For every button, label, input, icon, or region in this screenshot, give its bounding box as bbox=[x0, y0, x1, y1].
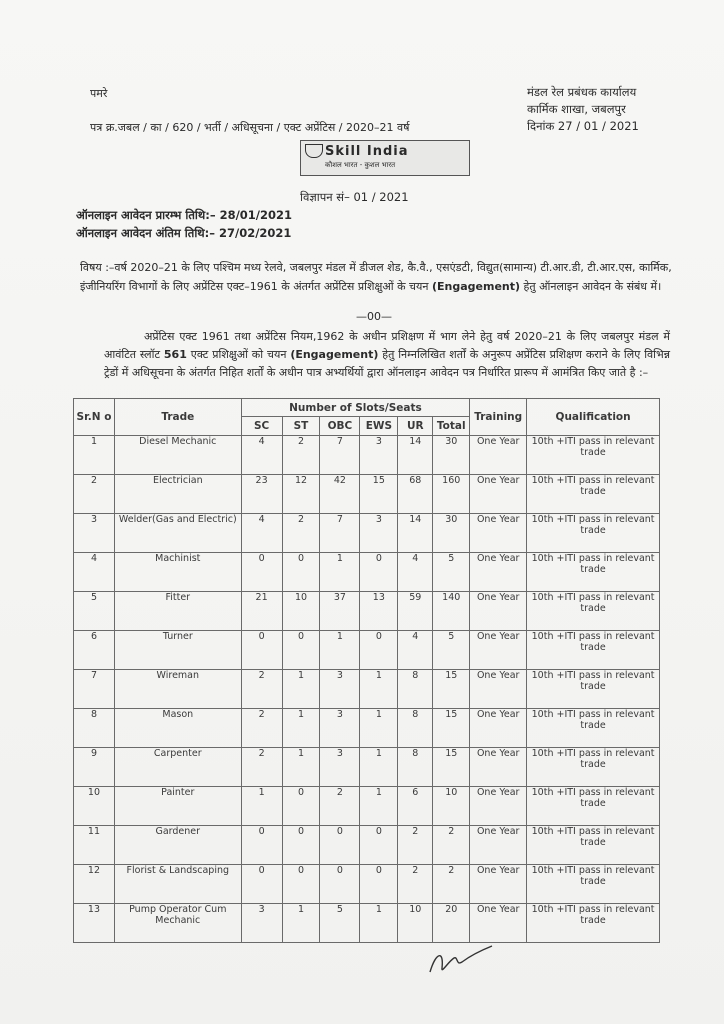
table-cell-sr: 10 bbox=[74, 787, 115, 826]
table-cell-st: 2 bbox=[282, 436, 320, 475]
table-row bbox=[74, 826, 660, 865]
table-cell-obc: 0 bbox=[320, 865, 360, 904]
table-cell-qualification: 10th +ITI pass in relevant trade bbox=[527, 709, 660, 748]
table-cell-ur: 59 bbox=[398, 592, 433, 631]
table-row bbox=[74, 592, 660, 631]
table-cell-trade: Mason bbox=[114, 709, 241, 748]
table-cell-sc: 4 bbox=[241, 436, 282, 475]
table-cell-ur: 4 bbox=[398, 631, 433, 670]
table-row bbox=[74, 865, 660, 904]
table-cell-st: 0 bbox=[282, 553, 320, 592]
table-cell-obc: 1 bbox=[320, 631, 360, 670]
table-cell-qualification: 10th +ITI pass in relevant trade bbox=[527, 514, 660, 553]
table-cell-sc: 4 bbox=[241, 514, 282, 553]
logo-tagline: कौशल भारत - कुशल भारत bbox=[325, 161, 396, 169]
table-cell-obc: 3 bbox=[320, 670, 360, 709]
table-cell-qualification: 10th +ITI pass in relevant trade bbox=[527, 865, 660, 904]
table-cell-ur: 68 bbox=[398, 475, 433, 514]
table-cell-sr: 6 bbox=[74, 631, 115, 670]
table-cell-sr: 9 bbox=[74, 748, 115, 787]
table-cell-total: 30 bbox=[433, 436, 470, 475]
table-cell-qualification: 10th +ITI pass in relevant trade bbox=[527, 592, 660, 631]
para-slot-count: 561 bbox=[163, 348, 187, 361]
table-cell-training: One Year bbox=[470, 436, 527, 475]
table-cell-obc: 2 bbox=[320, 787, 360, 826]
table-cell-ews: 15 bbox=[360, 475, 398, 514]
table-cell-training: One Year bbox=[470, 514, 527, 553]
table-cell-obc: 7 bbox=[320, 436, 360, 475]
header-slots: Number of Slots/Seats bbox=[241, 399, 470, 417]
table-cell-trade: Florist & Landscaping bbox=[114, 865, 241, 904]
para-text-1: अप्रेंटिस एक्ट 1961 तथा अप्रेंटिस नियम,1962 के अधीन प्रशिक्षण में भाग लेने हेतु वर्ष 2020–21 के लिए जबलपुर मंडल में आवंटित स्लॉट bbox=[104, 330, 670, 361]
table-cell-st: 10 bbox=[282, 592, 320, 631]
table-cell-training: One Year bbox=[470, 670, 527, 709]
letter-number: पत्र क्र.जबल / का / 620 / भर्ती / अधिसूचना / एक्ट अप्रेंटिस / 2020–21 वर्ष bbox=[90, 121, 410, 134]
table-cell-sc: 21 bbox=[241, 592, 282, 631]
table-cell-ur: 8 bbox=[398, 748, 433, 787]
table-cell-total: 2 bbox=[433, 865, 470, 904]
table-cell-qualification: 10th +ITI pass in relevant trade bbox=[527, 904, 660, 943]
header-trade: Trade bbox=[114, 399, 241, 436]
para-text-2: एक्ट प्रशिक्षुओं को चयन bbox=[190, 348, 287, 361]
header-ur: UR bbox=[398, 417, 433, 436]
table-cell-qualification: 10th +ITI pass in relevant trade bbox=[527, 787, 660, 826]
letter-date: दिनांक 27 / 01 / 2021 bbox=[527, 119, 639, 133]
table-cell-sc: 0 bbox=[241, 631, 282, 670]
table-cell-sr: 5 bbox=[74, 592, 115, 631]
signature-mark bbox=[426, 944, 496, 978]
advertisement-number: विज्ञापन सं– 01 / 2021 bbox=[300, 190, 409, 204]
table-cell-total: 20 bbox=[433, 904, 470, 943]
table-cell-st: 0 bbox=[282, 631, 320, 670]
table-cell-total: 2 bbox=[433, 826, 470, 865]
table-cell-total: 5 bbox=[433, 553, 470, 592]
table-cell-trade: Electrician bbox=[114, 475, 241, 514]
header-total: Total bbox=[433, 417, 470, 436]
table-cell-ur: 14 bbox=[398, 436, 433, 475]
table-cell-st: 0 bbox=[282, 865, 320, 904]
table-cell-ews: 0 bbox=[360, 865, 398, 904]
table-cell-ews: 0 bbox=[360, 553, 398, 592]
subject-text-1: विषय :–वर्ष 2020–21 के लिए पश्चिम मध्य रेलवे, जबलपुर मंडल में डीजल शेड, कै.वै., एसएंडटी, विद्युत(सामान्य) टी.आर.डी, टी.आर.एस, कार्मिक, इंजीनियरिंग विभागों के लिए अप्रेंटिस एक्ट–1961 के अंतर्गत अप्रेंटिस प्रशिक्षुओं के चयन bbox=[80, 261, 672, 293]
table-cell-trade: Diesel Mechanic bbox=[114, 436, 241, 475]
table-cell-trade: Carpenter bbox=[114, 748, 241, 787]
body-paragraph bbox=[104, 328, 670, 382]
table-row bbox=[74, 475, 660, 514]
office-name: मंडल रेल प्रबंधक कार्यालय bbox=[527, 85, 637, 99]
table-cell-total: 15 bbox=[433, 670, 470, 709]
table-cell-qualification: 10th +ITI pass in relevant trade bbox=[527, 436, 660, 475]
table-cell-qualification: 10th +ITI pass in relevant trade bbox=[527, 826, 660, 865]
table-cell-ews: 13 bbox=[360, 592, 398, 631]
table-cell-sc: 2 bbox=[241, 748, 282, 787]
table-cell-ews: 1 bbox=[360, 670, 398, 709]
table-cell-sr: 11 bbox=[74, 826, 115, 865]
table-cell-ews: 3 bbox=[360, 514, 398, 553]
table-cell-obc: 7 bbox=[320, 514, 360, 553]
table-cell-total: 15 bbox=[433, 748, 470, 787]
online-end-date: ऑनलाइन आवेदन अंतिम तिथि:– 27/02/2021 bbox=[76, 226, 292, 240]
table-cell-obc: 3 bbox=[320, 709, 360, 748]
table-cell-trade: Turner bbox=[114, 631, 241, 670]
para-text-3: हेतु निम्नलिखित शर्तों के अनुरूप अप्रेंटिस प्रशिक्षण कराने के लिए विभिन्न ट्रेडों में अधिसूचना के अंतर्गत निहित शर्तों के अधीन पात्र अभ्यर्थियों द्वारा ऑनलाइन आवेदन पत्र निर्धारित प्रारूप में आमंत्रित किए जाते है :– bbox=[104, 348, 671, 379]
branch-name: कार्मिक शाखा, जबलपुर bbox=[527, 102, 626, 116]
table-cell-training: One Year bbox=[470, 826, 527, 865]
table-cell-ews: 3 bbox=[360, 436, 398, 475]
table-cell-ur: 2 bbox=[398, 865, 433, 904]
table-cell-sr: 3 bbox=[74, 514, 115, 553]
table-cell-total: 160 bbox=[433, 475, 470, 514]
table-cell-ews: 1 bbox=[360, 748, 398, 787]
header-obc: OBC bbox=[320, 417, 360, 436]
table-cell-st: 0 bbox=[282, 826, 320, 865]
table-cell-sr: 2 bbox=[74, 475, 115, 514]
table-cell-obc: 0 bbox=[320, 826, 360, 865]
table-cell-obc: 42 bbox=[320, 475, 360, 514]
table-cell-ur: 14 bbox=[398, 514, 433, 553]
table-cell-training: One Year bbox=[470, 475, 527, 514]
table-row bbox=[74, 787, 660, 826]
subject-engagement: (Engagement) bbox=[432, 280, 521, 293]
table-cell-ur: 8 bbox=[398, 709, 433, 748]
subject-paragraph bbox=[80, 258, 680, 296]
table-row bbox=[74, 553, 660, 592]
table-cell-ews: 1 bbox=[360, 904, 398, 943]
table-cell-sr: 13 bbox=[74, 904, 115, 943]
table-cell-training: One Year bbox=[470, 553, 527, 592]
table-cell-obc: 37 bbox=[320, 592, 360, 631]
table-cell-sr: 1 bbox=[74, 436, 115, 475]
table-cell-obc: 1 bbox=[320, 553, 360, 592]
section-divider: —00— bbox=[356, 310, 392, 323]
table-cell-training: One Year bbox=[470, 748, 527, 787]
table-cell-training: One Year bbox=[470, 787, 527, 826]
table-cell-st: 2 bbox=[282, 514, 320, 553]
table-cell-trade: Wireman bbox=[114, 670, 241, 709]
table-cell-sc: 0 bbox=[241, 553, 282, 592]
para-engagement: (Engagement) bbox=[290, 348, 379, 361]
table-cell-ews: 1 bbox=[360, 787, 398, 826]
header-training: Training bbox=[470, 399, 527, 436]
table-row bbox=[74, 514, 660, 553]
table-row bbox=[74, 748, 660, 787]
office-block bbox=[527, 84, 639, 135]
table-cell-training: One Year bbox=[470, 865, 527, 904]
table-row bbox=[74, 670, 660, 709]
table-cell-st: 1 bbox=[282, 748, 320, 787]
table-cell-sc: 2 bbox=[241, 709, 282, 748]
table-cell-total: 30 bbox=[433, 514, 470, 553]
table-cell-ews: 0 bbox=[360, 826, 398, 865]
header-left-label: पमरे bbox=[90, 87, 108, 100]
table-cell-total: 15 bbox=[433, 709, 470, 748]
skill-india-logo bbox=[300, 140, 470, 176]
table-cell-ur: 2 bbox=[398, 826, 433, 865]
header-sr-no: Sr.N o bbox=[74, 399, 115, 436]
table-cell-qualification: 10th +ITI pass in relevant trade bbox=[527, 475, 660, 514]
table-cell-ur: 8 bbox=[398, 670, 433, 709]
table-cell-ur: 10 bbox=[398, 904, 433, 943]
online-start-date: ऑनलाइन आवेदन प्रारम्भ तिथि:– 28/01/2021 bbox=[76, 208, 292, 222]
table-cell-st: 1 bbox=[282, 670, 320, 709]
table-cell-sc: 0 bbox=[241, 865, 282, 904]
table-cell-trade: Pump Operator Cum Mechanic bbox=[114, 904, 241, 943]
table-cell-trade: Fitter bbox=[114, 592, 241, 631]
table-cell-st: 1 bbox=[282, 709, 320, 748]
table-cell-total: 10 bbox=[433, 787, 470, 826]
table-cell-qualification: 10th +ITI pass in relevant trade bbox=[527, 670, 660, 709]
slots-table bbox=[73, 398, 660, 943]
table-cell-trade: Gardener bbox=[114, 826, 241, 865]
table-cell-st: 12 bbox=[282, 475, 320, 514]
table-cell-sc: 0 bbox=[241, 826, 282, 865]
table-cell-trade: Painter bbox=[114, 787, 241, 826]
table-row bbox=[74, 709, 660, 748]
table-cell-training: One Year bbox=[470, 904, 527, 943]
table-cell-sr: 7 bbox=[74, 670, 115, 709]
table-cell-sr: 8 bbox=[74, 709, 115, 748]
header-sc: SC bbox=[241, 417, 282, 436]
table-cell-st: 0 bbox=[282, 787, 320, 826]
table-cell-st: 1 bbox=[282, 904, 320, 943]
table-row bbox=[74, 436, 660, 475]
table-cell-total: 140 bbox=[433, 592, 470, 631]
table-cell-obc: 3 bbox=[320, 748, 360, 787]
table-cell-sr: 12 bbox=[74, 865, 115, 904]
table-cell-qualification: 10th +ITI pass in relevant trade bbox=[527, 553, 660, 592]
table-cell-sc: 1 bbox=[241, 787, 282, 826]
table-cell-ews: 0 bbox=[360, 631, 398, 670]
table-cell-qualification: 10th +ITI pass in relevant trade bbox=[527, 631, 660, 670]
skill-india-mark-icon bbox=[305, 144, 323, 158]
table-cell-ur: 4 bbox=[398, 553, 433, 592]
table-row bbox=[74, 631, 660, 670]
table-cell-sc: 2 bbox=[241, 670, 282, 709]
table-cell-ews: 1 bbox=[360, 709, 398, 748]
subject-text-2: हेतु ऑनलाइन आवेदन के संबंध में। bbox=[523, 280, 662, 293]
header-st: ST bbox=[282, 417, 320, 436]
table-cell-total: 5 bbox=[433, 631, 470, 670]
table-cell-sr: 4 bbox=[74, 553, 115, 592]
table-cell-training: One Year bbox=[470, 592, 527, 631]
table-row bbox=[74, 904, 660, 943]
header-ews: EWS bbox=[360, 417, 398, 436]
table-cell-obc: 5 bbox=[320, 904, 360, 943]
table-cell-sc: 23 bbox=[241, 475, 282, 514]
table-cell-qualification: 10th +ITI pass in relevant trade bbox=[527, 748, 660, 787]
table-cell-training: One Year bbox=[470, 709, 527, 748]
table-cell-trade: Welder(Gas and Electric) bbox=[114, 514, 241, 553]
logo-text: Skill India bbox=[325, 144, 409, 159]
table-cell-training: One Year bbox=[470, 631, 527, 670]
table-cell-ur: 6 bbox=[398, 787, 433, 826]
table-cell-trade: Machinist bbox=[114, 553, 241, 592]
table-cell-sc: 3 bbox=[241, 904, 282, 943]
header-qualification: Qualification bbox=[527, 399, 660, 436]
slots-table-body bbox=[74, 436, 660, 943]
